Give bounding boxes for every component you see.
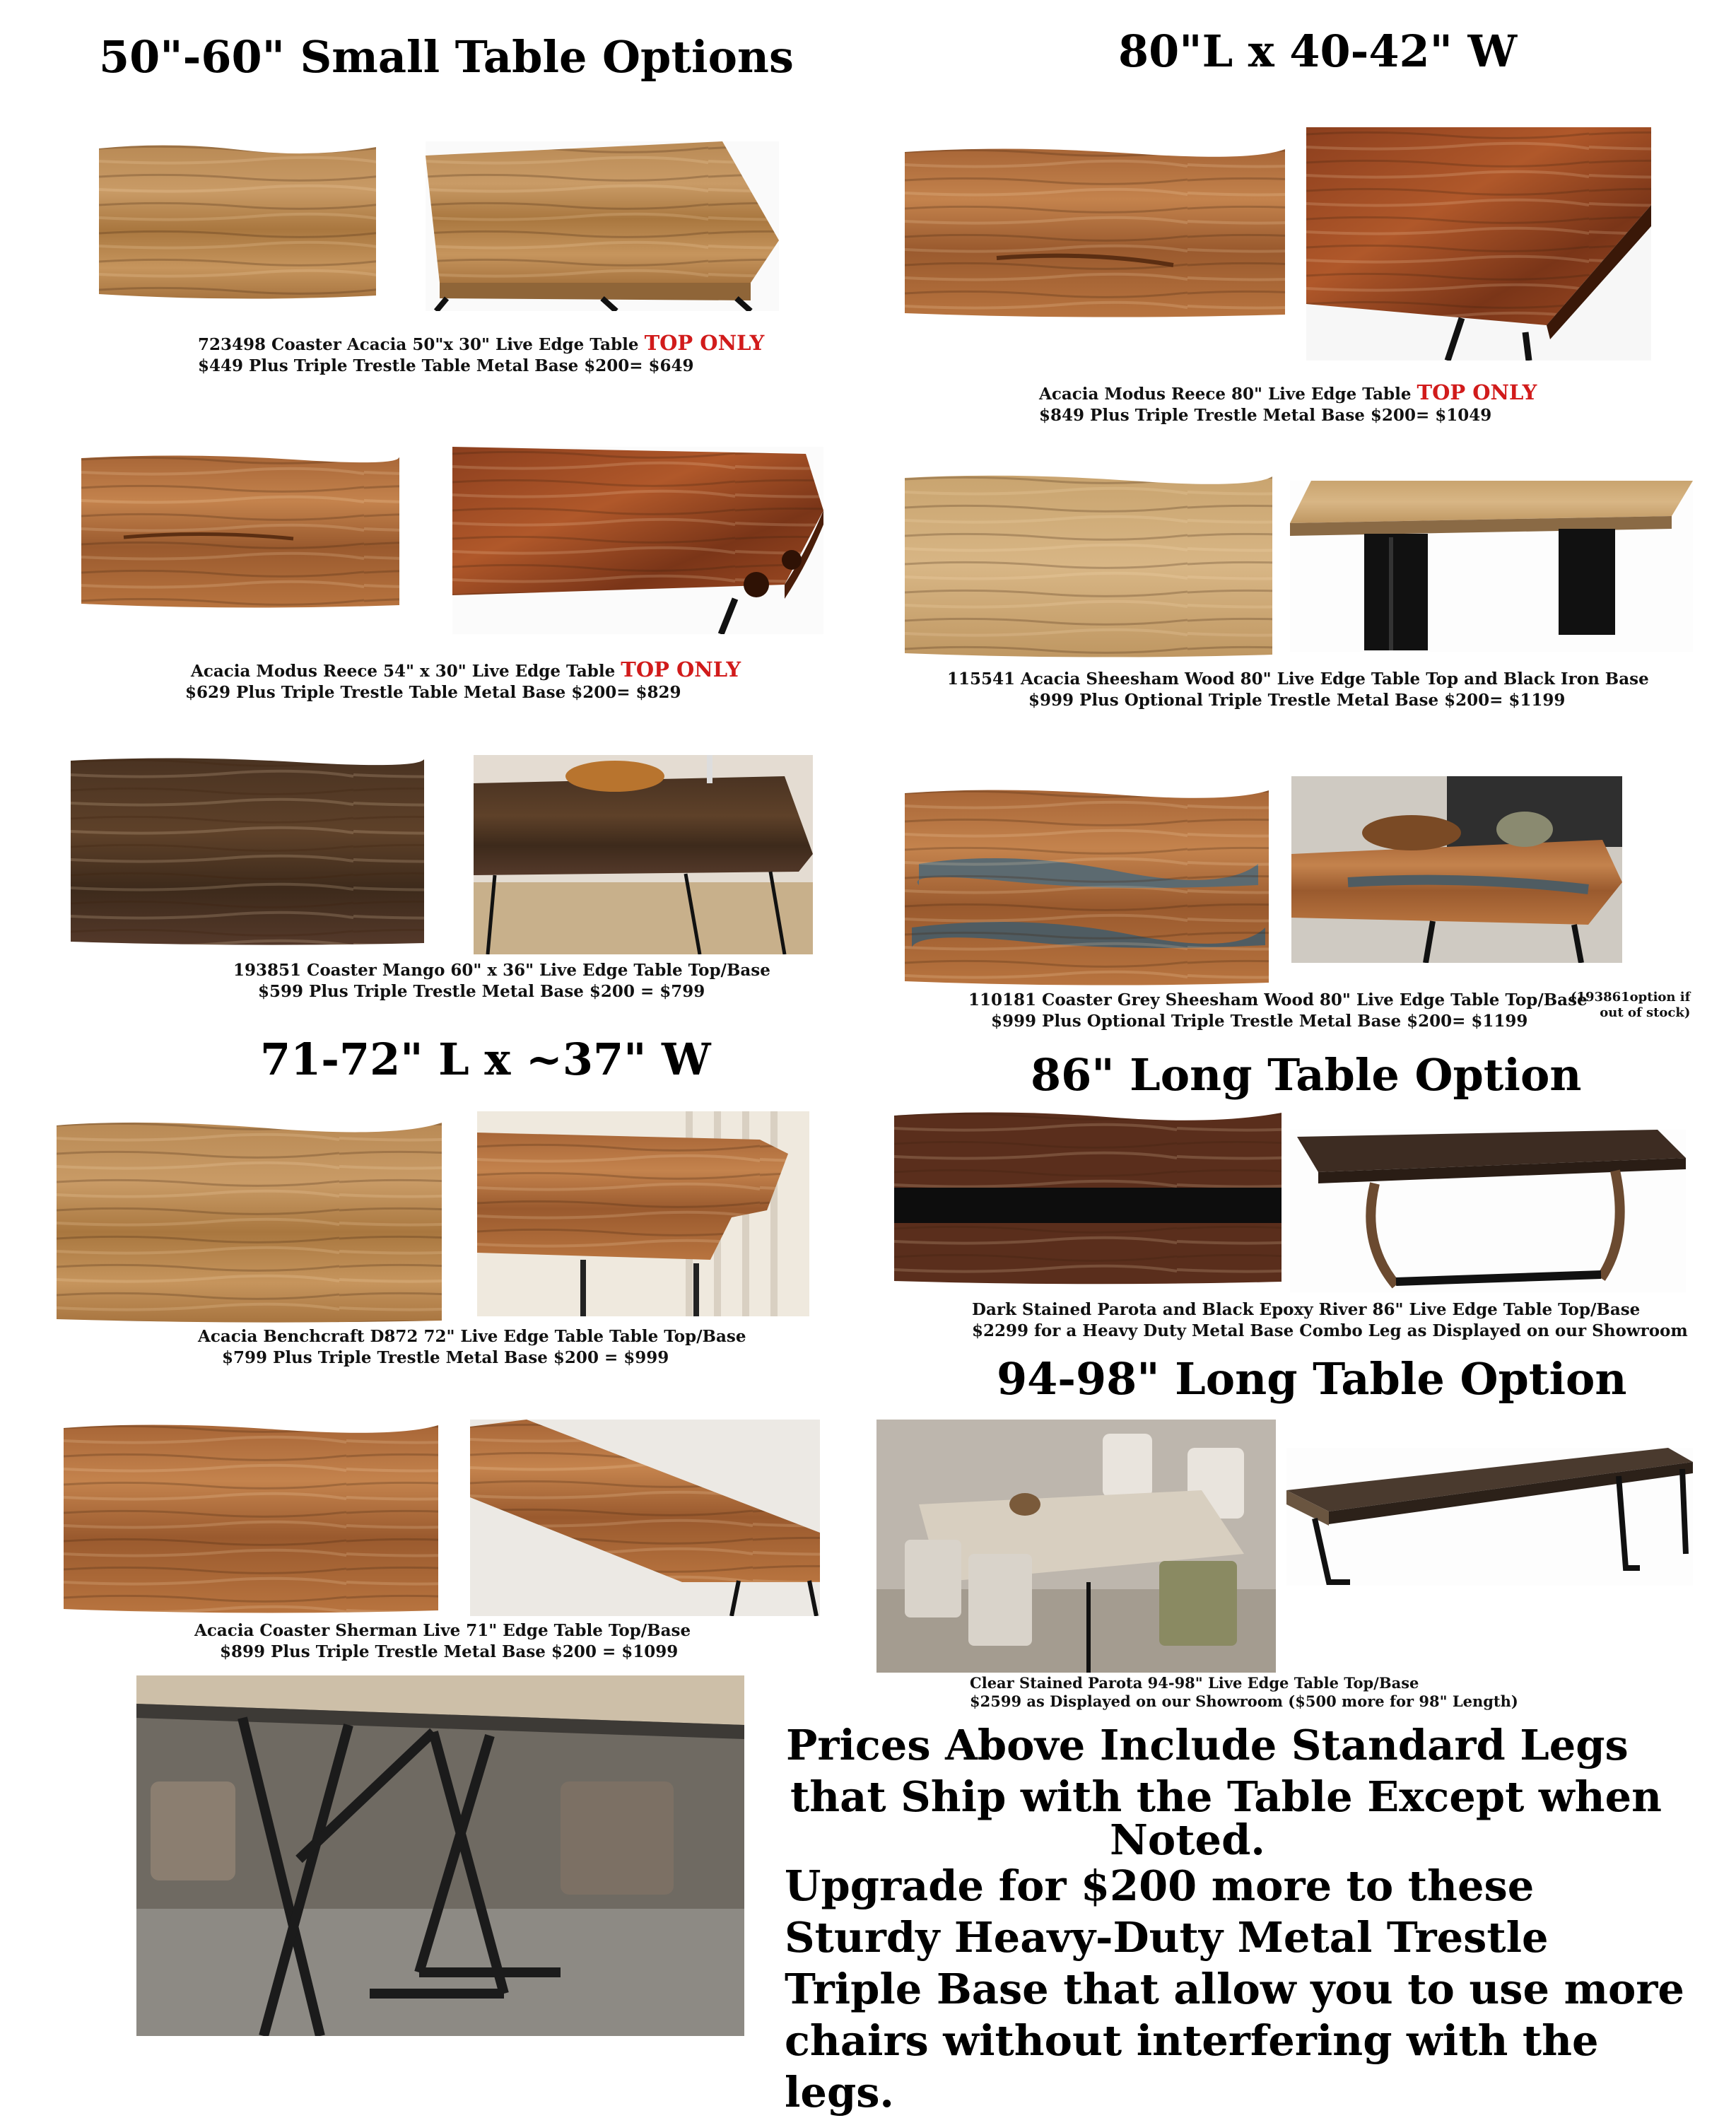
caption-line2: $2599 as Displayed on our Showroom ($500 more for 98" Length) — [970, 1692, 1518, 1710]
product-image-angle-723498 — [426, 141, 779, 311]
caption-line1: 723498 Coaster Acacia 50"x 30" Live Edge Table — [198, 335, 639, 354]
product-caption-parota-86 — [972, 1299, 1688, 1342]
product-image-angle-115541 — [1290, 481, 1693, 652]
footer-note — [785, 1719, 1718, 2118]
product-image-angle-193851 — [474, 755, 813, 954]
product-image-showroom-parota-94 — [876, 1420, 1276, 1673]
product-image-top-modus-reece-80 — [905, 145, 1285, 320]
product-image-angle-sherman — [470, 1420, 820, 1616]
heading-86-inch: 86" Long Table Option — [1031, 1049, 1582, 1101]
caption-line1: Acacia Benchcraft D872 72" Live Edge Table Table Top/Base — [198, 1327, 746, 1346]
product-caption-110181 — [968, 990, 1588, 1032]
product-image-top-modus-reece-54 — [81, 452, 399, 609]
product-image-top-723498 — [99, 141, 376, 300]
product-caption-193851 — [233, 960, 770, 1002]
product-image-angle-modus-reece-80 — [1306, 127, 1651, 361]
caption-line2: $849 Plus Triple Trestle Metal Base $200= $1049 — [1039, 406, 1492, 425]
caption-line2: $999 Plus Optional Triple Trestle Metal Base $200= $1199 — [991, 1012, 1528, 1031]
footer-line7: chairs without interfering with the legs. — [785, 2016, 1599, 2117]
footer-line6: Triple Base that allow you to use more — [785, 1965, 1684, 2013]
caption-line2: $799 Plus Triple Trestle Metal Base $200 = $999 — [222, 1348, 669, 1367]
heading-80-inch: 80"L x 40-42" W — [1118, 25, 1518, 77]
footer-line4: Upgrade for $200 more to these — [785, 1861, 1535, 1910]
product-image-angle-modus-reece-54 — [452, 447, 823, 634]
footer-line5: Sturdy Heavy-Duty Metal Trestle — [785, 1913, 1549, 1962]
caption-line1: Dark Stained Parota and Black Epoxy River 86" Live Edge Table Top/Base — [972, 1300, 1641, 1319]
caption-line2: $629 Plus Triple Trestle Table Metal Base $200= $829 — [185, 683, 681, 702]
product-image-angle-benchcraft-d872 — [477, 1111, 809, 1316]
heading-small-tables: 50"-60" Small Table Options — [99, 31, 794, 83]
product-note-110181 — [1571, 990, 1690, 1021]
footer-line3: Noted. — [1110, 1815, 1265, 1864]
product-image-angle-parota-94 — [1286, 1448, 1693, 1586]
caption-line1: Acacia Modus Reece 54" x 30" Live Edge Table — [191, 662, 616, 681]
product-caption-modus-reece-80 — [1039, 382, 1537, 426]
product-image-top-115541 — [905, 472, 1272, 660]
product-image-top-193851 — [71, 755, 424, 947]
caption-line2: $2299 for a Heavy Duty Metal Base Combo Leg as Displayed on our Showroom — [972, 1321, 1688, 1340]
footer-line1: Prices Above Include Standard Legs — [786, 1721, 1629, 1769]
note-line1: (193861option if — [1571, 990, 1691, 1005]
product-caption-115541 — [947, 669, 1649, 711]
trestle-base-photo — [136, 1675, 744, 2036]
product-image-angle-parota-86 — [1290, 1130, 1686, 1292]
caption-line1: 115541 Acacia Sheesham Wood 80" Live Edge Table Top and Black Iron Base — [947, 669, 1649, 689]
product-image-top-sherman — [64, 1421, 438, 1615]
caption-line2: $599 Plus Triple Trestle Metal Base $200 = $799 — [258, 982, 705, 1001]
product-caption-modus-reece-54 — [185, 659, 741, 703]
top-only-badge: TOP ONLY — [644, 331, 765, 355]
top-only-badge: TOP ONLY — [621, 657, 741, 681]
footer-line2: that Ship with the Table Except when — [790, 1772, 1662, 1821]
product-caption-sherman — [194, 1620, 691, 1663]
product-image-top-parota-86 — [894, 1108, 1282, 1287]
product-caption-parota-94 — [970, 1674, 1518, 1711]
caption-line1: Clear Stained Parota 94-98" Live Edge Table Top/Base — [970, 1674, 1419, 1692]
note-line2: out of stock) — [1600, 1005, 1691, 1020]
product-caption-723498 — [198, 332, 764, 377]
caption-line2: $899 Plus Triple Trestle Metal Base $200 = $1099 — [220, 1642, 679, 1661]
caption-line2: $999 Plus Optional Triple Trestle Metal Base $200= $1199 — [1028, 691, 1566, 710]
caption-line1: 110181 Coaster Grey Sheesham Wood 80" Live Edge Table Top/Base — [968, 990, 1588, 1010]
caption-line1: 193851 Coaster Mango 60" x 36" Live Edge Table Top/Base — [233, 961, 770, 980]
heading-94-98-inch: 94-98" Long Table Option — [997, 1353, 1627, 1405]
caption-line2: $449 Plus Triple Trestle Table Metal Base $200= $649 — [198, 356, 694, 375]
top-only-badge: TOP ONLY — [1417, 380, 1537, 404]
caption-line1: Acacia Coaster Sherman Live 71" Edge Table Top/Base — [194, 1621, 691, 1640]
product-image-angle-110181 — [1291, 776, 1622, 963]
product-caption-benchcraft-d872 — [198, 1326, 746, 1369]
product-image-top-benchcraft-d872 — [57, 1118, 442, 1325]
product-image-top-110181 — [905, 786, 1269, 988]
caption-line1: Acacia Modus Reece 80" Live Edge Table — [1039, 385, 1412, 404]
heading-71-72-inch: 71-72" L x ~37" W — [260, 1034, 711, 1085]
